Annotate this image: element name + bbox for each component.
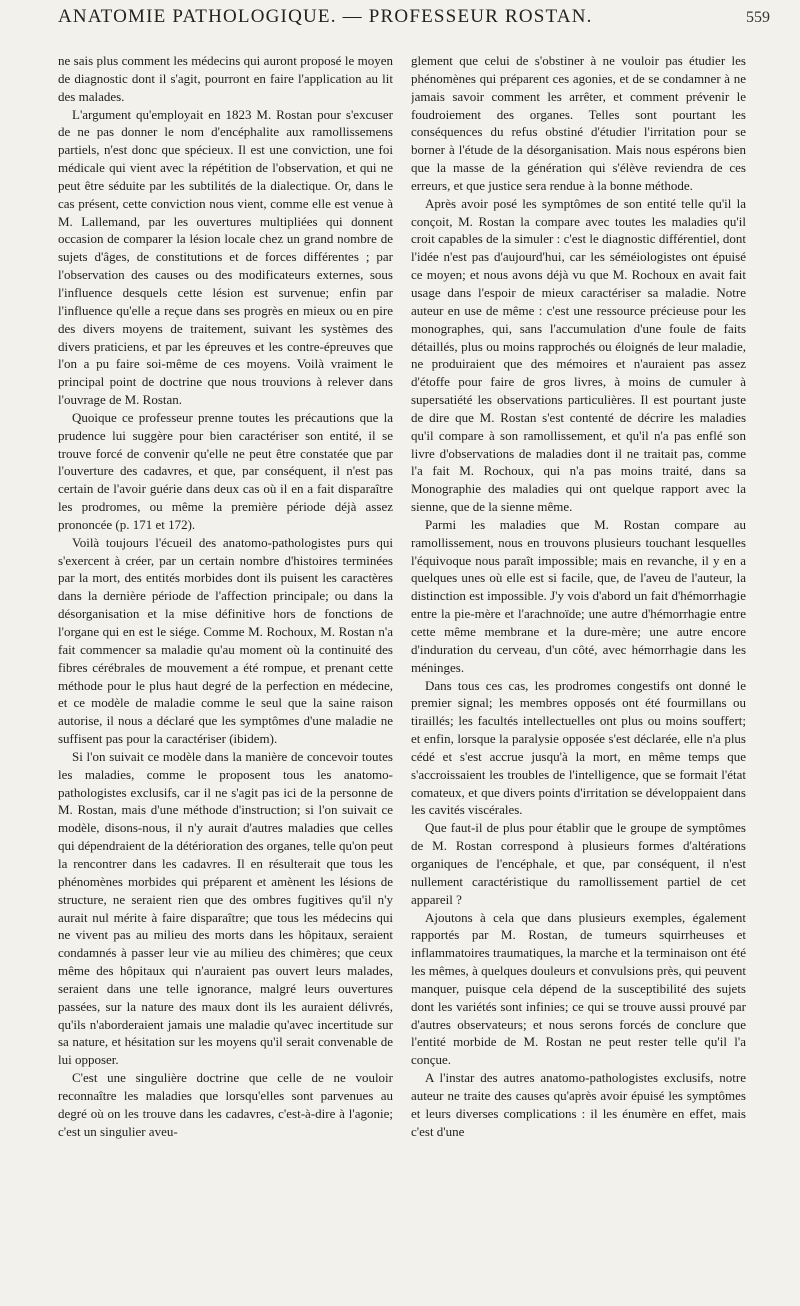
paragraph: Si l'on suivait ce modèle dans la manière de concevoir toutes les maladies, comme le proposent tous les anatomo-pathologistes exclusifs, car il ne s'agit pas ici de la personne de M. Rostan, mais d'une méthode d'instruction; si l'on suivait ce modèle, disons-nous, il n'y aurait d'autres maladies que celles qui dépendraient de la détérioration des organes, telle qu'on peut la rencontrer dans les cadavres. Il en résulterait que tous les phénomènes morbides qui préparent et amènent les lésions de structure, ne seraient rien que des ombres fugitives qu'il n'y aurait nul mérite à faire disparaître; que tous les médecins qui ne vivent pas au milieu des morts dans les hôpitaux, seraient condamnés à passer leur vie au milieu des chimères; que ceux même des hôpitaux qui n'auraient pas ouvert leurs malades, seraient dans une telle ignorance, malgré leurs ouvertures passées, sur la nature des maux dont ils les auraient délivrés, qu'ils n'aborderaient jamais une maladie qu'avec incertitude sur sa nature, et hésitation sur les moyens qu'il serait convenable de lui opposer. bbox=[58, 748, 393, 1068]
paragraph: glement que celui de s'obstiner à ne vouloir pas étudier les phénomènes qui préparent ces agonies, et de se condamner à ne jamais savoir comment les arrêter, et comment prévenir le foudroiement des organes. Telles sont pourtant les conséquences du refus obstiné d'étudier l'irritation pour se borner à l'étude de la désorganisation. Mais nous espérons bien que la masse de la génération qui s'élève reviendra de ces erreurs, et que justice sera rendue à la bonne méthode. bbox=[411, 53, 746, 193]
paragraph: ne sais plus comment les médecins qui auront proposé le moyen de diagnostic dont il s'agit, pourront en faire l'application au lit des malades. bbox=[58, 53, 393, 104]
running-header bbox=[58, 6, 770, 42]
paragraph: Que faut-il de plus pour établir que le groupe de symptômes de M. Rostan correspond à plusieurs formes d'altérations organiques de l'encéphale, et que, par conséquent, il n'est nullement caractéristique du ramollissement partiel de cet appareil ? bbox=[411, 820, 746, 907]
paragraph: Quoique ce professeur prenne toutes les précautions que la prudence lui suggère pour bien caractériser son entité, il se trouve forcé de convenir qu'elle ne peut être constatée que par l'ouverture des cadavres, et que, par conséquent, il n'est pas certain de l'avoir guérie dans deux cas où il en a fait disparaître les prodromes, ou même la première période déjà assez prononcée (p. 171 et 172). bbox=[58, 409, 393, 532]
left-text-column bbox=[58, 52, 393, 1297]
paragraph: Dans tous ces cas, les prodromes congestifs ont donné le premier signal; les membres opposés ont été fourmillans ou tiraillés; les facultés intellectuelles ont plus ou moins souffert; et enfin, lorsque la paralysie opposée s'est déclarée, elle n'a plus cédé et s'est accrue jusqu'à la mort, en même temps que s'accroissaient les troubles de l'intelligence, que se formait l'état comateux, et que divers points d'irritation se développaient dans les cavités viscérales. bbox=[411, 677, 746, 818]
right-text-column bbox=[411, 52, 746, 1297]
paragraph: Ajoutons à cela que dans plusieurs exemples, également rapportés par M. Rostan, de tumeurs squirrheuses et inflammatoires traumatiques, la marche et la terminaison ont été les mêmes, à quelques douleurs et convulsions près, qui peuvent manquer, puisque cela dépend de la susceptibilité des sujets dont les variétés sont infinies; ce qui se trouve aussi prouvé par d'autres observateurs; et nous serons forcés de conclure que l'entité morbide de M. Rostan ne peut rester telle qu'il l'a conçue. bbox=[411, 909, 746, 1068]
paragraph: Parmi les maladies que M. Rostan compare au ramollissement, nous en trouvons plusieurs touchant lesquelles l'équivoque nous paraît impossible; mais en revanche, il y en a quelques unes où elle est si facile, que, de l'aveu de l'auteur, la distinction est impossible. J'y vois d'abord un fait d'hémorrhagie entre la pie-mère et l'arachnoïde; une autre d'hémorrhagie entre cette même membrane et la dure-mère; une autre encore d'induration du cerveau, d'un côté, avec hémorrhagie dans les méninges. bbox=[411, 516, 746, 675]
paragraph: A l'instar des autres anatomo-pathologistes exclusifs, notre auteur ne traite des causes qu'après avoir épuisé les symptômes et leurs diverses complications : il les énumère en effet, mais c'est d'une bbox=[411, 1070, 746, 1139]
paragraph: C'est une singulière doctrine que celle de ne vouloir reconnaître les maladies que lorsqu'elles sont parvenues au degré où on les trouve dans les cadavres, c'est-à-dire à l'agonie; c'est un singulier aveu- bbox=[58, 1070, 393, 1139]
running-title: ANATOMIE PATHOLOGIQUE. — PROFESSEUR ROSTAN. bbox=[58, 6, 593, 27]
paragraph: Après avoir posé les symptômes de son entité telle qu'il la conçoit, M. Rostan la compare avec toutes les maladies qu'il croit capables de la simuler : c'est le diagnostic différentiel, dont l'idée n'est pas d'aujourd'hui, car les séméiologistes ont épuisé ce moyen; et nous avons déjà vu que M. Rochoux en avait fait usage dans l'espoir de mieux caractériser sa maladie. Notre auteur en use de même : c'est une ressource précieuse pour les monographes, qui, sans l'accumulation d'une foule de faits détaillés, plus ou moins rapprochés ou éloignés de leur maladie, ne produiraient que des mémoires et n'auraient pas assez d'étoffe pour faire de gros livres, à moins de cumuler à supersatiété les observations particulières. Il est pourtant juste de dire que M. Rostan s'est contenté de décrire les maladies qu'il compare à son ramollissement, et qu'il n'a pas enflé son livre d'observations de maladies dont il ne traitait pas, comme l'a fait M. Rochoux, qui n'a pas moins traité, dans sa Monographie des maladies qui ont quelque rapport avec la sienne, que de la sienne même. bbox=[411, 195, 746, 515]
paragraph: Voilà toujours l'écueil des anatomo-pathologistes purs qui s'exercent à créer, par un certain nombre d'histoires terminées par la mort, des entités morbides dont ils puisent les caractères dans la dernière période de l'affection principale; ou dans la désorganisation et la mise définitive hors de fonctions de l'organe qui en est le siége. Comme M. Rochoux, M. Rostan n'a fait commencer sa maladie qu'au moment où la continuité des fibres cérébrales de mouvement a été rompue, et prenant cette méthode pour le plus haut degré de la perfection en médecine, et ce modèle de maladie comme le seul que la saine raison autorise, il nous a déclaré que les symptômes d'une maladie ne suffisent pas pour la caractériser (ibidem). bbox=[58, 534, 393, 747]
paragraph: L'argument qu'employait en 1823 M. Rostan pour s'excuser de ne pas donner le nom d'encéphalite aux ramollissemens partiels, n'est donc que spécieux. Il est une conviction, une foi médicale qui vient avec la répétition de l'observation, et qui ne peut être séduite par les subtilités de la dialectique. Or, dans le cas présent, cette conviction nous vient, comme elle est venue à M. Lallemand, par les ouvertures multipliées qui donnent occasion de comparer la lésion locale chez un grand nombre de sujets d'âges, de constitutions et de forces différentes ; par l'observation des causes ou des modificateurs externes, sous l'influence desquels cette lésion est survenue; enfin par l'influence qu'elle a reçue dans ses progrès en mieux ou en pire des divers moyens de traitement, suivant les systèmes des divers praticiens, et par les épreuves et les contre-épreuves que l'on a pu faire soi-même de ces moyens. Voilà vraiment le principal point de doctrine que nous trouvions à relever dans l'ouvrage de M. Rostan. bbox=[58, 106, 393, 408]
page-number: 559 bbox=[746, 9, 770, 26]
